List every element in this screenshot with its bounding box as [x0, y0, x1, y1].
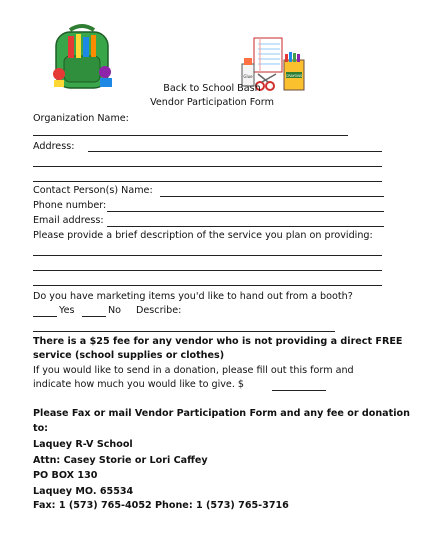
school-name: Laquey R-V School [33, 439, 133, 450]
crayons-box-text: CRAYONS [285, 74, 303, 78]
describe-label: Describe: [136, 305, 182, 316]
email-line[interactable] [107, 226, 384, 227]
mail-instruction-line1: Please Fax or mail Vendor Participation Form and any fee or donation [33, 408, 410, 419]
description-line-2[interactable] [33, 270, 382, 271]
email-label: Email address: [33, 215, 104, 226]
yes-blank[interactable] [33, 316, 57, 317]
phone-line[interactable] [107, 211, 384, 212]
mail-instruction-line2: to: [33, 423, 49, 434]
address-label: Address: [33, 141, 75, 152]
form-title-line1: Back to School Bash [163, 83, 261, 94]
contact-label: Contact Person(s) Name: [33, 185, 153, 196]
fee-notice-line1: There is a $25 fee for any vendor who is not providing a direct FREE [33, 336, 403, 347]
phone-label: Phone number: [33, 200, 107, 211]
city-zip: Laquey MO. 65534 [33, 486, 134, 497]
organization-line[interactable] [33, 135, 348, 136]
organization-label: Organization Name: [33, 113, 129, 124]
donation-text-line1: If you would like to send in a donation, please fill out this form and [33, 365, 354, 376]
no-blank[interactable] [82, 316, 106, 317]
fax-phone-line: Fax: 1 (573) 765-4052 Phone: 1 (573) 765-3716 [33, 500, 289, 511]
donation-amount-line[interactable] [272, 390, 326, 391]
glue-label-text: Glue [243, 74, 253, 79]
description-line-3[interactable] [33, 285, 382, 286]
description-line-1[interactable] [33, 255, 382, 256]
address-line-3[interactable] [33, 181, 382, 182]
fee-notice-line2: service (school supplies or clothes) [33, 350, 225, 361]
donation-text-line2: indicate how much you would like to give. $ [33, 379, 245, 390]
yes-label: Yes [59, 305, 75, 316]
no-label: No [108, 305, 122, 316]
description-prompt: Please provide a brief description of the service you plan on providing: [33, 230, 373, 241]
address-line-2[interactable] [33, 166, 382, 167]
address-line-1[interactable] [88, 151, 382, 152]
form-title-line2: Vendor Participation Form [150, 97, 274, 108]
po-box: PO BOX 130 [33, 470, 98, 481]
marketing-prompt: Do you have marketing items you'd like to hand out from a booth? [33, 291, 353, 302]
contact-line[interactable] [160, 196, 384, 197]
describe-line[interactable] [33, 331, 335, 332]
attention-line: Attn: Casey Storie or Lori Caffey [33, 455, 208, 466]
